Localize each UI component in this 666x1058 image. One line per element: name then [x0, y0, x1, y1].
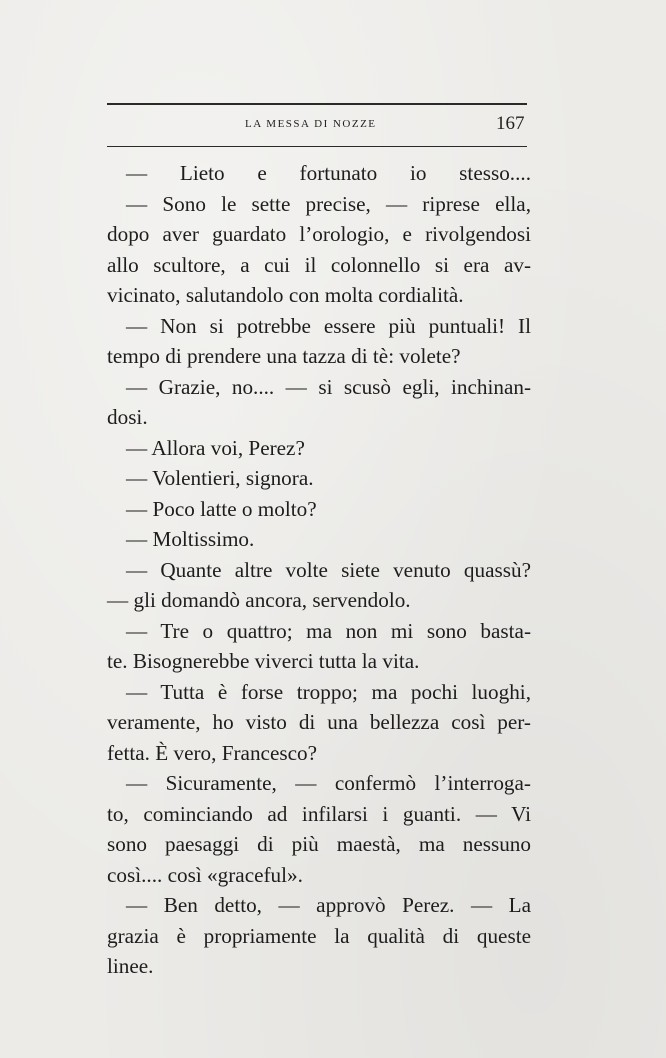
text-line: to, cominciando ad infilarsi i guanti. — Vi — [107, 801, 531, 826]
text-line: così.... così «graceful». — [107, 862, 303, 887]
text-line: — Non si potrebbe essere più puntuali! Il — [126, 313, 531, 338]
text-line: vicinato, salutandolo con molta cordialità. — [107, 283, 464, 307]
text-line: — Moltissimo. — [126, 527, 255, 551]
text-line: te. Bisognerebbe viverci tutta la vita. — [107, 649, 420, 673]
text-line: — Sono le sette precise, — riprese ella, — [126, 191, 531, 216]
running-head-title: LA MESSA DI NOZZE — [245, 118, 377, 130]
text-line: — Quante altre volte siete venuto quassù? — [126, 557, 531, 582]
text-line: — Poco latte o molto? — [126, 496, 317, 521]
text-line: — Allora voi, Perez? — [126, 435, 305, 460]
header-rule-bottom — [107, 146, 527, 147]
text-line: — Grazie, no.... — si scusò egli, inchinan- — [126, 374, 531, 399]
text-line: — gli domandò ancora, servendolo. — [107, 588, 411, 612]
text-line: tempo di prendere una tazza di tè: volete? — [107, 344, 461, 368]
page-number: 167 — [496, 113, 525, 134]
text-line: linee. — [107, 954, 154, 978]
header-rule-top — [107, 103, 527, 105]
text-line: — Tutta è forse troppo; ma pochi luoghi, — [126, 679, 531, 704]
body-text — [107, 158, 531, 982]
text-line: — Ben detto, — approvò Perez. — La — [126, 893, 531, 917]
text-line: — Sicuramente, — confermò l’interroga- — [126, 771, 531, 795]
text-line: fetta. È vero, Francesco? — [107, 740, 318, 765]
text-line: grazia è propriamente la qualità di queste — [107, 923, 531, 948]
text-line: — Tre o quattro; ma non mi sono basta- — [126, 618, 531, 643]
text-line: dosi. — [107, 405, 148, 429]
text-line: — Lieto e fortunato io stesso.... — [126, 161, 531, 185]
text-line: sono paesaggi di più maestà, ma nessuno — [107, 832, 531, 856]
text-line: veramente, ho visto di una bellezza così per- — [107, 710, 531, 734]
text-line: — Volentieri, signora. — [126, 466, 314, 490]
text-line: dopo aver guardato l’orologio, e rivolgendosi — [107, 222, 531, 246]
text-line: allo scultore, a cui il colonnello si era av- — [107, 252, 531, 277]
